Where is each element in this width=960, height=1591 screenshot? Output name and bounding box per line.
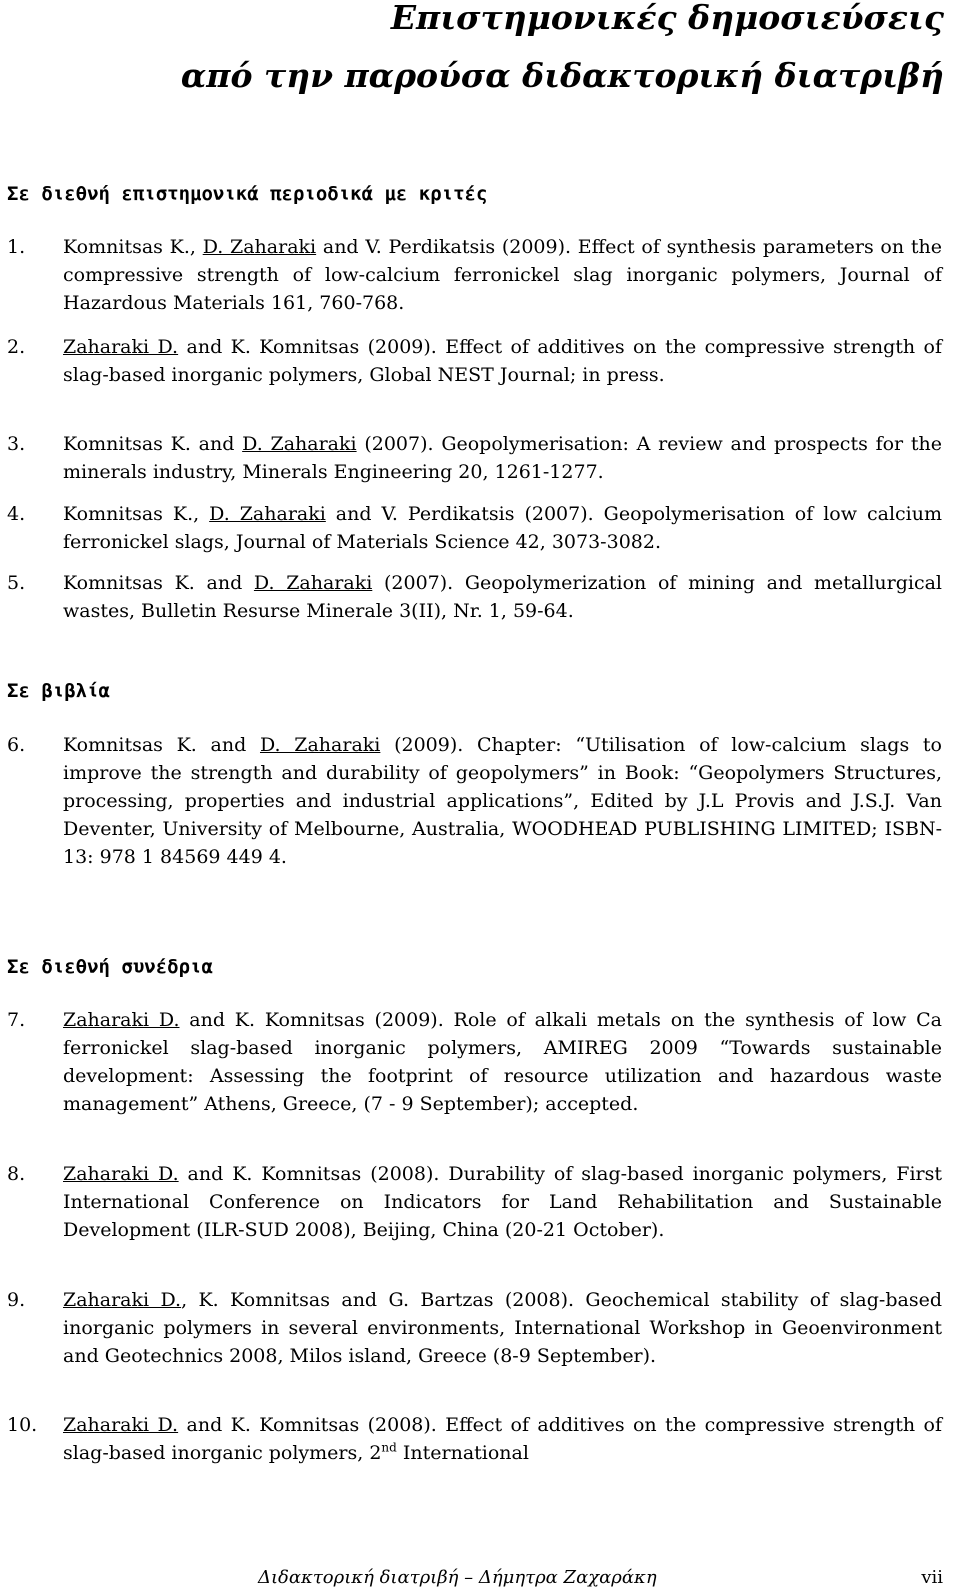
page-footer: Διδακτορική διατριβή – Δήμητρα Ζαχαράκη — [258, 1567, 657, 1588]
reference-text: Komnitsas K. and D. Zaharaki (2007). Geopolymerization of mining and metallurgical wastes, Bulletin Resurse Minerale 3(II), Nr. 1, 59-64. — [63, 572, 942, 622]
author-underlined: D. Zaharaki — [242, 433, 357, 455]
reference-8 — [7, 1160, 942, 1244]
reference-number: 5. — [7, 572, 26, 594]
reference-number: 10. — [7, 1414, 38, 1436]
author-underlined: Zaharaki D. — [63, 1414, 179, 1436]
page-title-line-1: Επιστημονικές δημοσιεύσεις — [390, 0, 944, 37]
reference-text: Komnitsas K. and D. Zaharaki (2009). Chapter: “Utilisation of low-calcium slags to improve the strength and durability of geopolymers” in Book: “Geopolymers Structures, processing, properties and industrial applications”, Edited by J.L Provis and J.S.J. Van Deventer, University of Melbourne, Australia, WOODHEAD PUBLISHING LIMITED; ISBN-13: 978 1 84569 449 4. — [63, 734, 942, 868]
reference-text: Zaharaki D. and K. Komnitsas (2009). Role of alkali metals on the synthesis of low Ca ferronickel slag-based inorganic polymers, AMIREG 2009 “Towards sustainable development: Assessing the footprint of resource utilization and hazardous waste management” Athens, Greece, (7 - 9 September); accepted. — [63, 1009, 942, 1115]
author-underlined: Zaharaki D. — [63, 1289, 182, 1311]
reference-text: Zaharaki D. and K. Komnitsas (2008). Effect of additives on the compressive strength of slag-based inorganic polymers, 2nd International — [63, 1414, 942, 1464]
author-underlined: Zaharaki D. — [63, 1163, 179, 1185]
author-underlined: Zaharaki D. — [63, 336, 179, 358]
reference-5 — [7, 569, 942, 625]
page-number: vii — [921, 1567, 943, 1588]
reference-number: 9. — [7, 1289, 26, 1311]
author-underlined: D. Zaharaki — [253, 572, 373, 594]
reference-number: 2. — [7, 336, 26, 358]
reference-text: Komnitsas K. and D. Zaharaki (2007). Geopolymerisation: A review and prospects for the minerals industry, Minerals Engineering 20, 1261-1277. — [63, 433, 943, 483]
reference-text: Zaharaki D. and K. Komnitsas (2008). Durability of slag-based inorganic polymers, First International Conference on Indicators for Land Rehabilitation and Sustainable Development (ILR-SUD 2008), Beijing, China (20-21 October). — [63, 1163, 943, 1241]
reference-10 — [7, 1411, 942, 1467]
reference-6 — [7, 731, 942, 871]
reference-4 — [7, 500, 942, 556]
superscript: nd — [381, 1440, 397, 1455]
reference-text: Komnitsas K., D. Zaharaki and V. Perdikatsis (2007). Geopolymerisation of low calcium ferronickel slags, Journal of Materials Science 42, 3073-3082. — [63, 503, 942, 553]
section-heading-books: Σε βιβλία — [7, 680, 110, 702]
section-heading-conferences: Σε διεθνή συνέδρια — [7, 956, 213, 978]
reference-2 — [7, 333, 942, 389]
reference-3 — [7, 430, 942, 486]
reference-number: 1. — [7, 236, 26, 258]
author-underlined: D. Zaharaki — [209, 503, 326, 525]
reference-9 — [7, 1286, 942, 1370]
reference-text: Zaharaki D., K. Komnitsas and G. Bartzas (2008). Geochemical stability of slag-based inorganic polymers in several environments, International Workshop in Geoenvironment and Geotechnics 2008, Milos island, Greece (8-9 September). — [63, 1289, 942, 1367]
reference-number: 4. — [7, 503, 26, 525]
reference-text: Zaharaki D. and K. Komnitsas (2009). Effect of additives on the compressive strength of slag-based inorganic polymers, Global NEST Journal; in press. — [63, 336, 942, 386]
reference-number: 8. — [7, 1163, 26, 1185]
reference-7 — [7, 1006, 942, 1118]
reference-number: 7. — [7, 1009, 26, 1031]
author-underlined: D. Zaharaki — [259, 734, 381, 756]
author-underlined: D. Zaharaki — [202, 236, 317, 258]
reference-number: 6. — [7, 734, 26, 756]
author-underlined: Zaharaki D. — [63, 1009, 180, 1031]
reference-number: 3. — [7, 433, 26, 455]
reference-text: Komnitsas K., D. Zaharaki and V. Perdikatsis (2009). Effect of synthesis parameters on the compressive strength of low-calcium ferronickel slag inorganic polymers, Journal of Hazardous Materials 161, 760-768. — [63, 236, 942, 314]
reference-1 — [7, 233, 942, 317]
page-title-line-2: από την παρούσα διδακτορική διατριβή — [180, 56, 944, 95]
section-heading-journals: Σε διεθνή επιστημονικά περιοδικά με κριτές — [7, 183, 488, 205]
